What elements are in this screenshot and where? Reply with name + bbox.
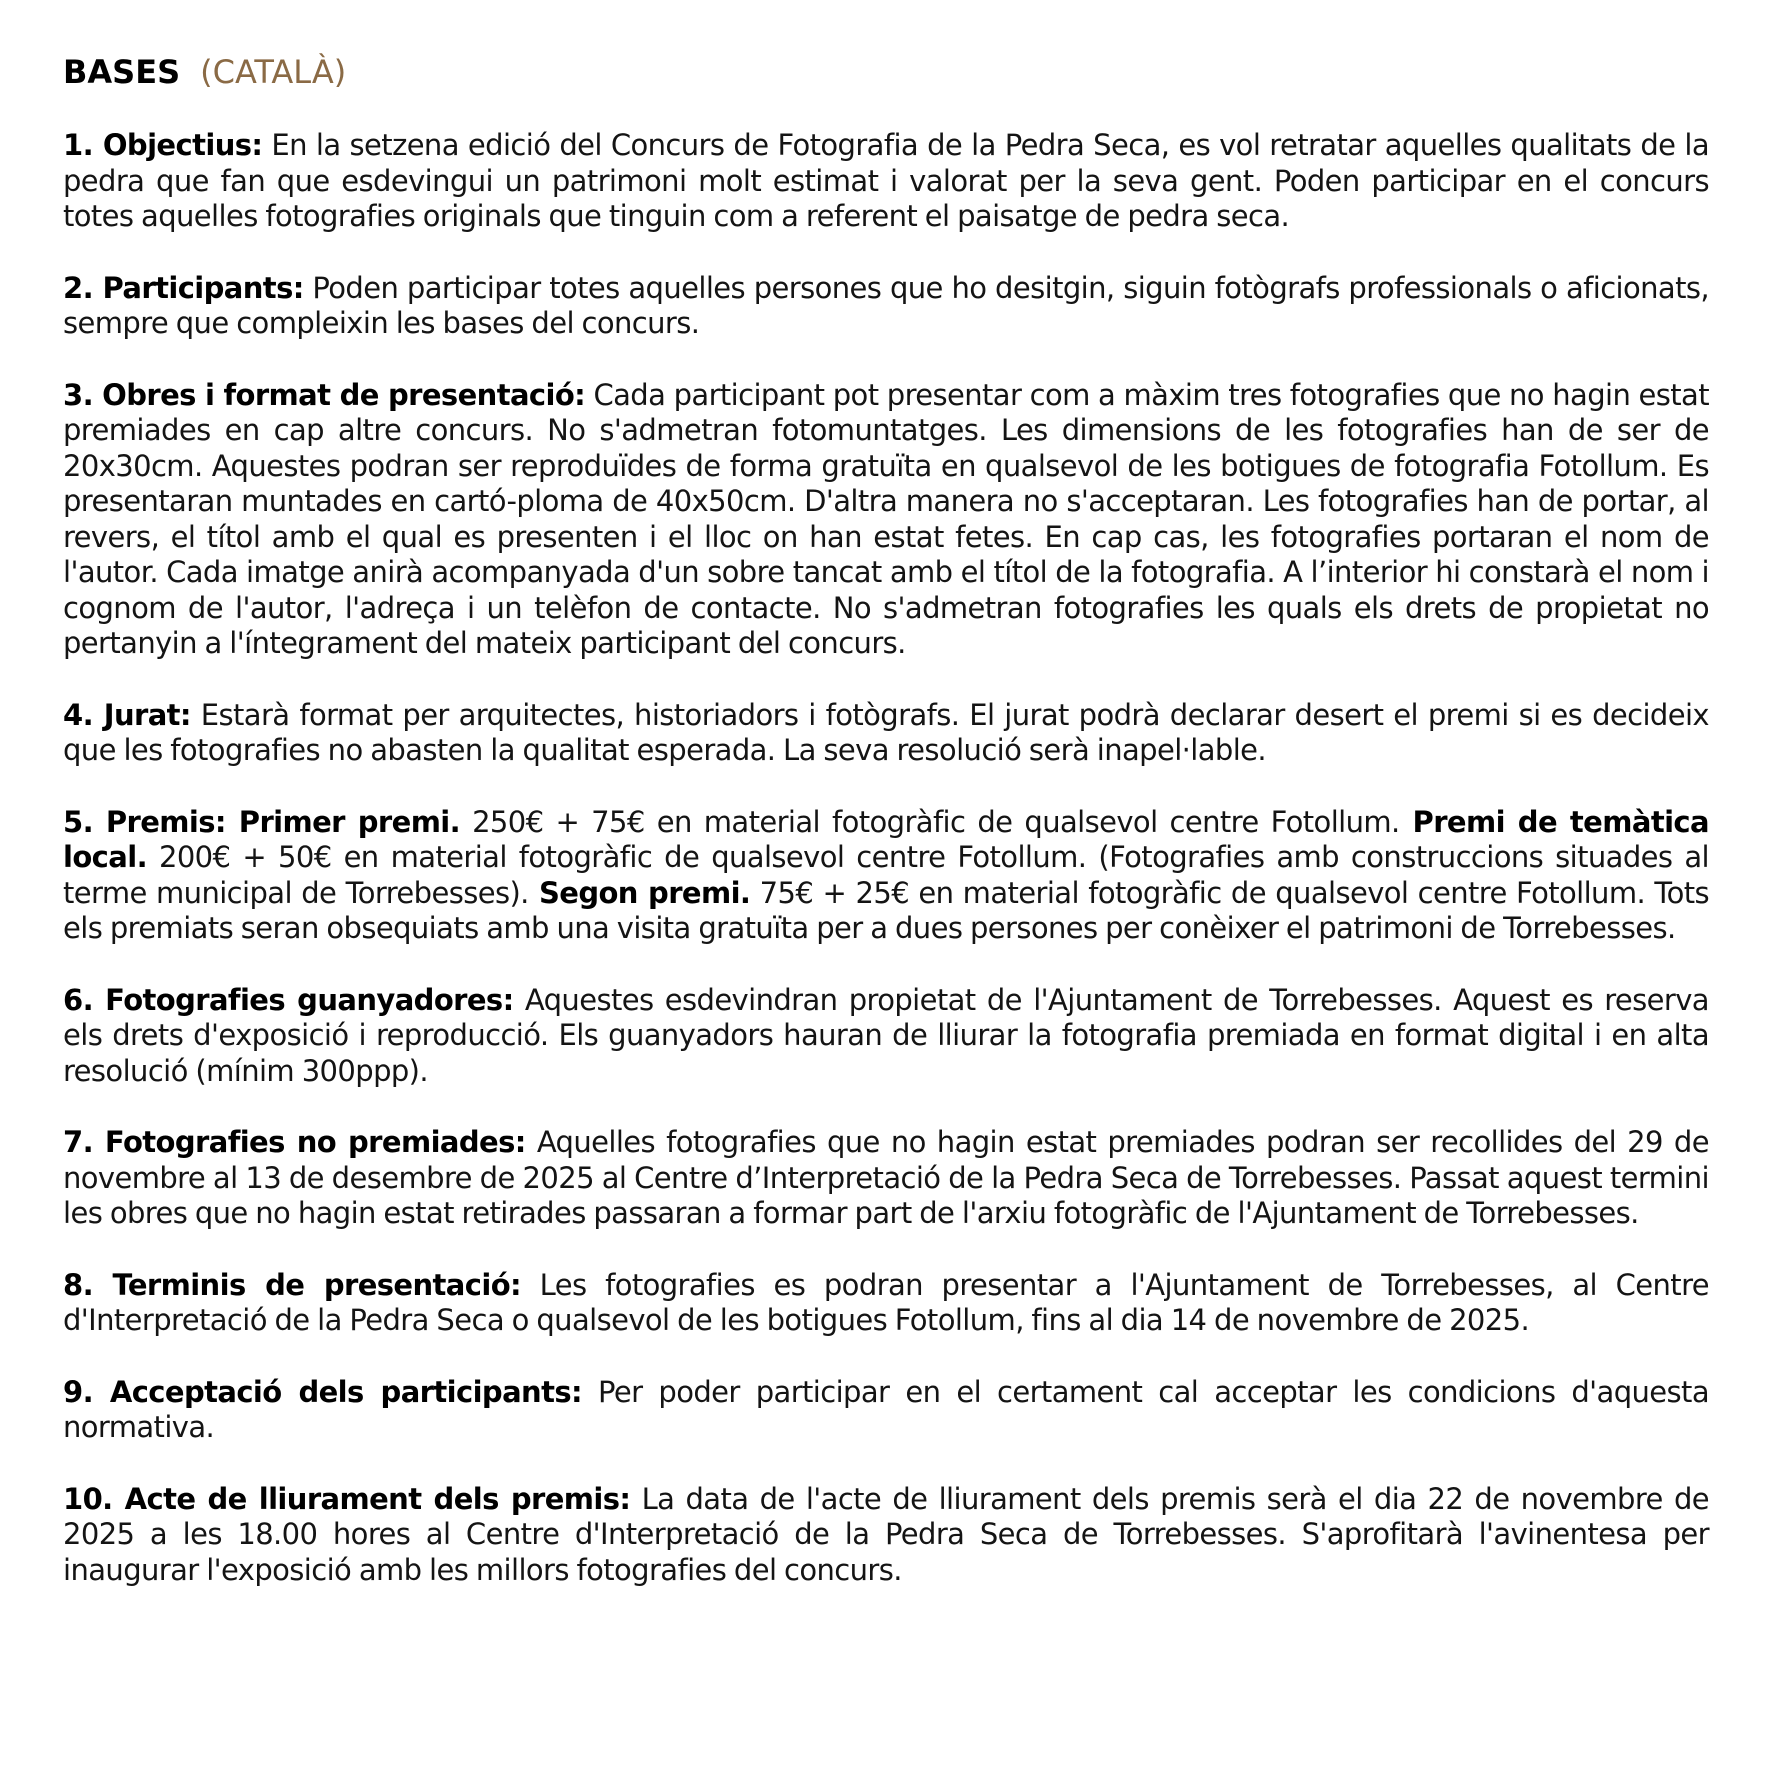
clause-label: 2. Participants:	[63, 270, 304, 305]
clause-text: Per poder participar en el certament cal acceptar les condicions d'aquesta normativa.	[63, 1374, 1709, 1444]
clause-objectives	[63, 128, 1709, 235]
clause-acceptance	[63, 1375, 1709, 1446]
clause-non-winning-photos	[63, 1125, 1709, 1232]
local-prize-label: Premi de temàtica local.	[63, 804, 1709, 874]
clause-text: Les fotografies es podran presentar a l'Ajuntament de Torrebesses, al Centre d'Interpretació de la Pedra Seca o qualsevol de les botigues Fotollum, fins al dia 14 de novembre de 2025.	[63, 1267, 1709, 1337]
clause-label: 6. Fotografies guanyadores:	[63, 982, 514, 1017]
document-language: (CATALÀ)	[200, 53, 347, 91]
clause-label: 1. Objectius:	[63, 128, 263, 162]
clause-participants	[63, 271, 1709, 342]
local-prize-text: 200€ + 50€ en material fotogràfic de qualsevol centre Fotollum. (Fotografies amb construccions situades al terme municipal de Torrebesses).	[63, 840, 1709, 910]
clause-label: 10. Acte de lliurament dels premis:	[63, 1481, 631, 1516]
clause-label: 9. Acceptació dels participants:	[63, 1374, 583, 1409]
clause-jury	[63, 698, 1709, 769]
first-prize-label: Primer premi.	[225, 804, 461, 839]
clause-prizes	[63, 805, 1709, 947]
clause-text: Estarà format per arquitectes, historiadors i fotògrafs. El jurat podrà declarar desert el premi si es decideix que les fotografies no abasten la qualitat esperada. La seva resolució serà inapel·lable.	[63, 697, 1709, 767]
clause-label: 3. Obres i format de presentació:	[63, 377, 586, 412]
clause-label: 5. Premis:	[63, 804, 226, 839]
first-prize-text: 250€ + 75€ en material fotogràfic de qualsevol centre Fotollum.	[460, 804, 1400, 839]
second-prize-label: Segon premi.	[528, 875, 751, 910]
second-prize-text: 75€ + 25€ en material fotogràfic de qualsevol centre Fotollum. Tots els premiats seran obsequiats amb una visita gratuïta per a dues persones per conèixer el patrimoni de Torrebesses.	[63, 875, 1709, 945]
rules-document	[63, 52, 1709, 1624]
clause-text: Aquelles fotografies que no hagin estat premiades podran ser recollides del 29 de novembre al 13 de desembre de 2025 al Centre d’Interpretació de la Pedra Seca de Torrebesses. Passat aquest termini les obres que no hagin estat retirades passaran a formar part de l'arxiu fotogràfic de l'Ajuntament de Torrebesses.	[63, 1125, 1709, 1230]
document-heading	[63, 52, 1709, 92]
clause-text: En la setzena edició del Concurs de Fotografia de la Pedra Seca, es vol retratar aquelles qualitats de la pedra que fan que esdevingui un patrimoni molt estimat i valorat per la seva gent. Poden participar en el concurs totes aquelles fotografies originals que tinguin com a referent el paisatge de pedra seca.	[63, 128, 1709, 233]
clause-works-format	[63, 378, 1709, 662]
clause-label: 8. Terminis de presentació:	[63, 1267, 522, 1302]
clause-label: 4. Jurat:	[63, 697, 191, 732]
clause-submission-deadlines	[63, 1268, 1709, 1339]
clause-award-ceremony	[63, 1482, 1709, 1589]
clause-label: 7. Fotografies no premiades:	[63, 1125, 526, 1159]
clause-text: Poden participar totes aquelles persones que ho desitgin, siguin fotògrafs professionals o aficionats, sempre que compleixin les bases del concurs.	[63, 270, 1709, 340]
clause-winning-photos	[63, 983, 1709, 1090]
document-title: BASES	[63, 53, 181, 91]
clause-text: La data de l'acte de lliurament dels premis serà el dia 22 de novembre de 2025 a les 18.00 hores al Centre d'Interpretació de la Pedra Seca de Torrebesses. S'aprofitarà l'avinentesa per inaugurar l'exposició amb les millors fotografies del concurs.	[63, 1481, 1709, 1587]
clause-text: Cada participant pot presentar com a màxim tres fotografies que no hagin estat premiades en cap altre concurs. No s'admetran fotomuntatges. Les dimensions de les fotografies han de ser de 20x30cm. Aquestes podran ser reproduïdes de forma gratuïta en qualsevol de les botigues de fotografia Fotollum. Es presentaran muntades en cartó-ploma de 40x50cm. D'altra manera no s'acceptaran. Les fotografies han de portar, al revers, el títol amb el qual es presenten i el lloc on han estat fetes. En cap cas, les fotografies portaran el nom de l'autor. Cada imatge anirà acompanyada d'un sobre tancat amb el títol de la fotografia. A l’interior hi constarà el nom i cognom de l'autor, l'adreça i un telèfon de contacte. No s'admetran fotografies les quals els drets de propietat no pertanyin a l'íntegrament del mateix participant del concurs.	[63, 377, 1709, 660]
clause-text: Aquestes esdevindran propietat de l'Ajuntament de Torrebesses. Aquest es reserva els drets d'exposició i reproducció. Els guanyadors hauran de lliurar la fotografia premiada en format digital i en alta resolució (mínim 300ppp).	[63, 982, 1709, 1088]
